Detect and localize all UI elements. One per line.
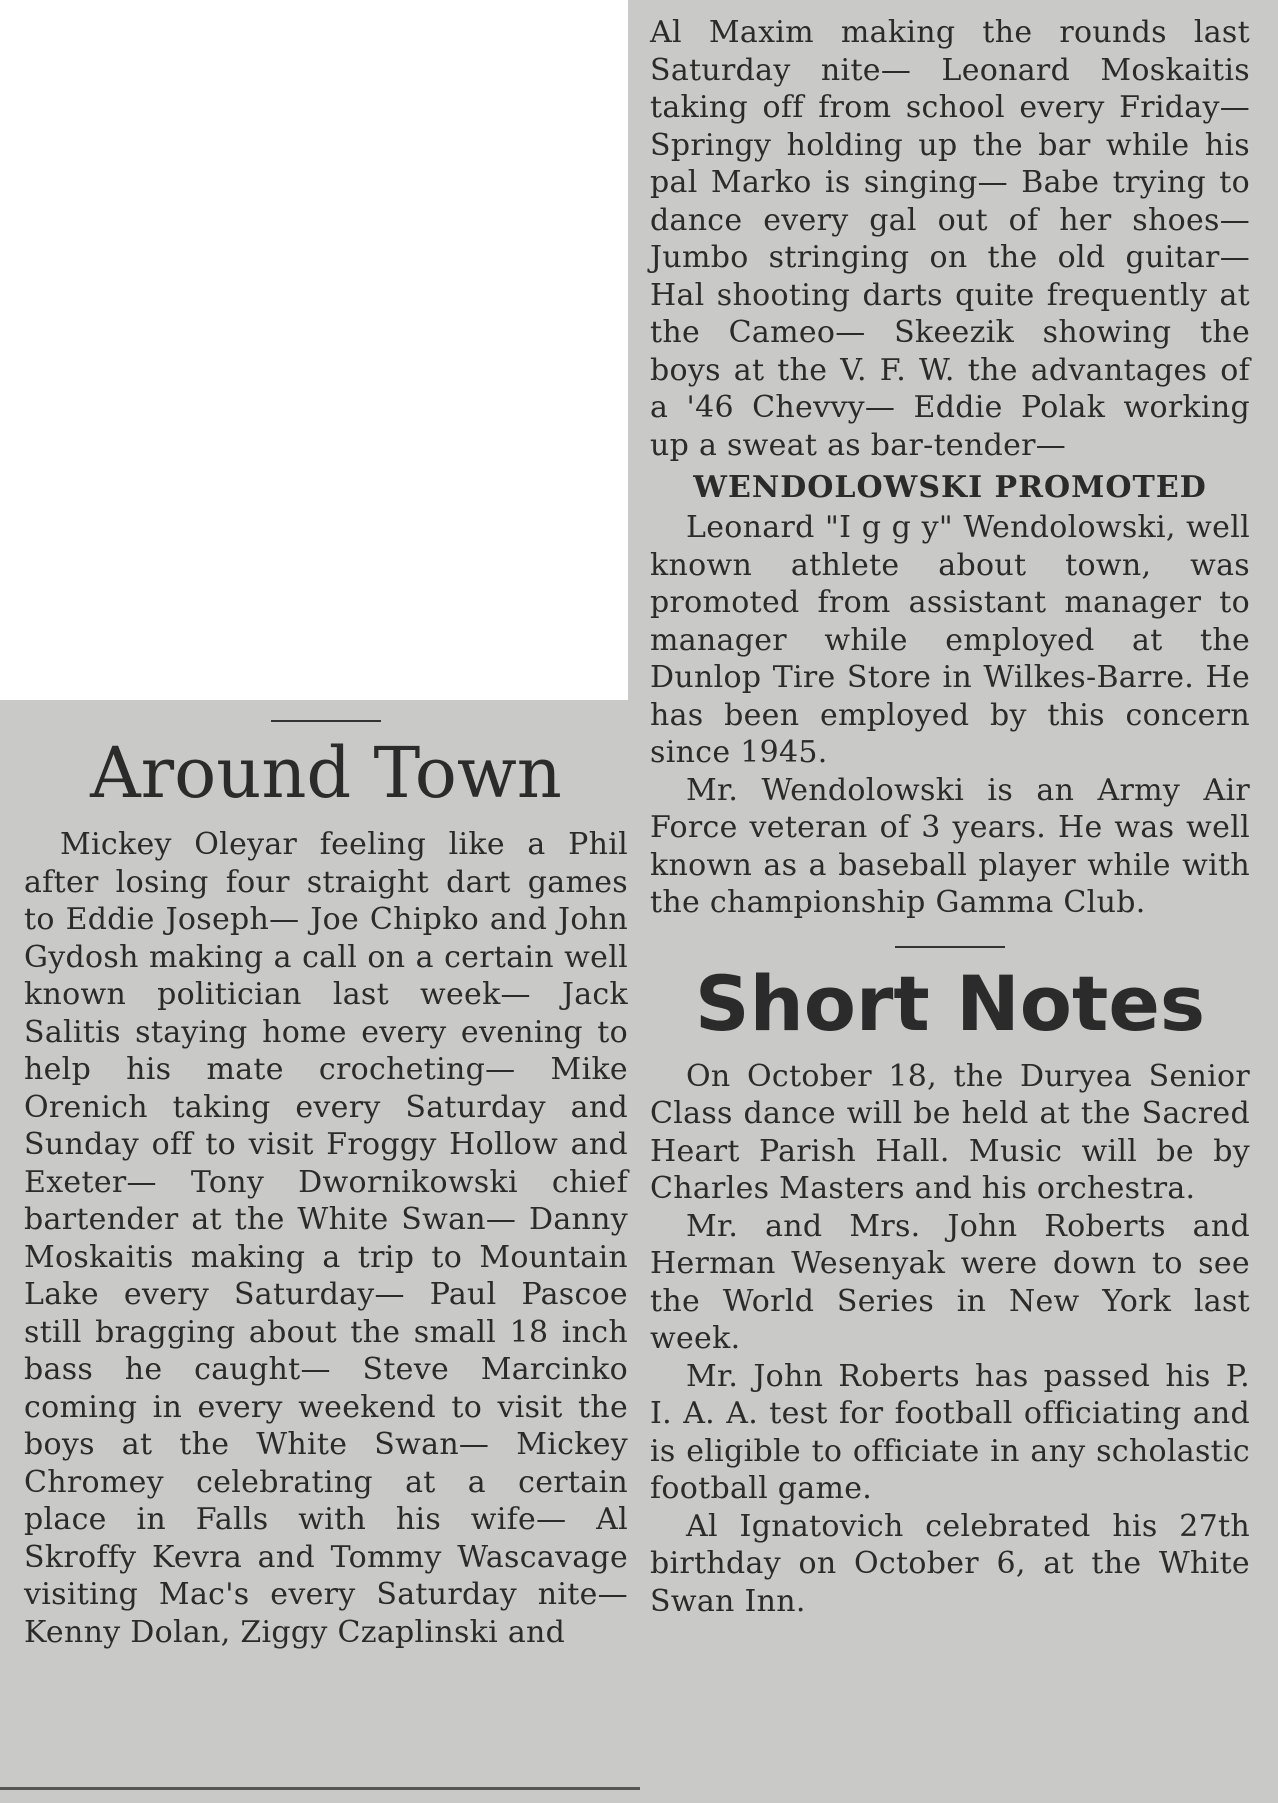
section-divider bbox=[895, 946, 1005, 948]
short-note: Mr. John Roberts has passed his P. I. A. A. test for football officiating and is eligible to officiate in any scholastic football game. bbox=[650, 1358, 1250, 1506]
section-divider bbox=[271, 720, 381, 722]
around-town-text: Mickey Oleyar feeling like a Phil after losing four straight dart games to Eddie Joseph— Joe Chipko and John Gydosh making a call on a certain well known politician last week— Jack Salitis staying home every evening to help his mate crocheting— Mike Orenich taking every Saturday and Sunday off to visit Froggy Hollow and Exeter— Tony Dwornikowski chief bartender at the White Swan— Danny Moskaitis making a trip to Mountain Lake every Saturday— Paul Pascoe still bragging about the small 18 inch bass he caught— Steve Marcinko coming in every weekend to visit the boys at the White Swan— Mickey Chromey celebrating at a certain place in Falls with his wife— Al Skroffy Kevra and Tommy Wascavage visiting Mac's every Saturday nite— Kenny Dolan, Ziggy Czaplinski and bbox=[24, 827, 628, 1650]
short-note: On October 18, the Duryea Senior Class dance will be held at the Sacred Heart Parish Hall. Music will be by Charles Masters and his orchestra. bbox=[650, 1058, 1250, 1206]
short-note: Al Ignatovich celebrated his 27th birthday on October 6, at the White Swan Inn. bbox=[650, 1508, 1250, 1619]
right-column bbox=[650, 14, 1250, 1620]
around-town-title: Around Town bbox=[90, 732, 562, 814]
short-note: Mr. and Mrs. John Roberts and Herman Wesenyak were down to see the World Series in New York last week. bbox=[650, 1208, 1250, 1356]
promotion-paragraph: Leonard "I g g y" Wendolowski, well known athlete about town, was promoted from assistant manager to manager while employed at the Dunlop Tire Store in Wilkes-Barre. He has been employed by this concern since 1945. bbox=[650, 510, 1250, 770]
gossip-continued: Al Maxim making the rounds last Saturday nite— Leonard Moskaitis taking off from school every Friday— Springy holding up the bar while his pal Marko is singing— Babe trying to dance every gal out of her shoes— Jumbo stringing on the old guitar— Hal shooting darts quite frequently at the Cameo— Skeezik showing the boys at the V. F. W. the advantages of a '46 Chevvy— Eddie Polak working up a sweat as bar-tender— bbox=[650, 15, 1250, 463]
left-column bbox=[24, 720, 628, 1651]
promotion-headline: WENDOLOWSKI PROMOTED bbox=[693, 470, 1207, 505]
promotion-paragraph: Mr. Wendolowski is an Army Air Force veteran of 3 years. He was well known as a baseball player while with the championship Gamma Club. bbox=[650, 772, 1250, 920]
short-notes-title: Short Notes bbox=[694, 958, 1206, 1048]
page-fold-line bbox=[0, 1787, 640, 1790]
